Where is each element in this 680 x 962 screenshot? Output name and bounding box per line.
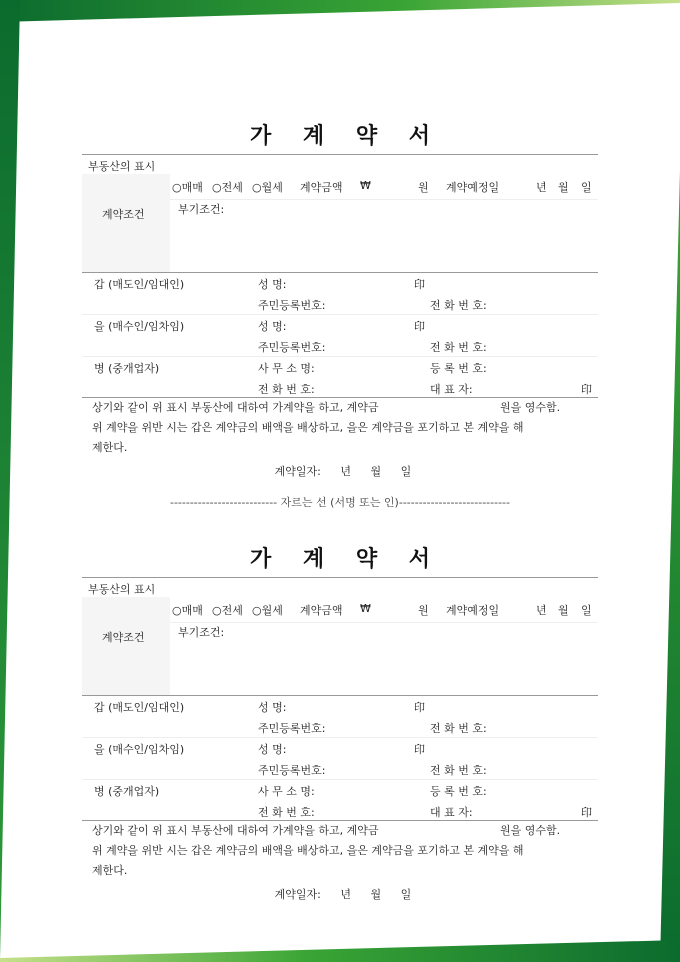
day-label: 일: [400, 888, 412, 901]
resident-id-label: 주민등록번호:: [258, 764, 326, 777]
statement-line3: 제한다.: [92, 864, 128, 877]
resident-id-label: 주민등록번호:: [258, 299, 326, 312]
parties-block: [82, 696, 598, 820]
contract-sheet-top: [82, 120, 598, 482]
party-b-id-row: [82, 336, 598, 357]
year-label: 년: [340, 888, 352, 901]
month-label: 월: [558, 604, 569, 617]
party-a-id-row: [82, 294, 598, 315]
deal-type-row: [170, 597, 598, 623]
phone-label: 전 화 번 호:: [258, 383, 315, 396]
conditions-label-cell: [82, 597, 170, 695]
registration-label: 등 록 번 호:: [430, 362, 487, 375]
property-row: [82, 155, 598, 174]
contract-date-row: [82, 462, 598, 482]
resident-id-label: 주민등록번호:: [258, 341, 326, 354]
day-label: 일: [400, 465, 412, 478]
contract-title: 가 계 약 서: [250, 547, 442, 572]
option-jeonse[interactable]: ○전세: [212, 604, 243, 617]
seal-mark: 印: [414, 278, 425, 291]
contract-date-row: [82, 885, 598, 905]
conditions-block: [82, 597, 598, 695]
party-b-name-row: [82, 738, 598, 759]
seal-mark: 印: [581, 806, 592, 819]
party-a-name-row: [82, 273, 598, 294]
parties-block: [82, 273, 598, 397]
registration-label: 등 록 번 호:: [430, 785, 487, 798]
year-label: 년: [340, 465, 352, 478]
frame-top-band: [0, 0, 680, 22]
representative-label: 대 표 자:: [430, 383, 473, 396]
contract-date-label: 계약일자:: [274, 465, 321, 478]
party-a-id-row: [82, 717, 598, 738]
party-b-label: 을 (매수인/임차임): [94, 743, 185, 756]
contract-date-label: 계약일자:: [274, 888, 321, 901]
extra-terms-label: 부기조건:: [178, 203, 225, 216]
conditions-block: [82, 174, 598, 272]
party-c-office-row: [82, 780, 598, 801]
year-label: 년: [536, 604, 547, 617]
statement-line1-b: 원을 영수함.: [500, 401, 561, 414]
cut-line: --------------------------- 자르는 선 (서명 또는 인)----------------------------: [169, 496, 510, 509]
phone-label: 전 화 번 호:: [430, 764, 487, 777]
seal-mark: 印: [581, 383, 592, 396]
extra-terms-label: 부기조건:: [178, 626, 225, 639]
day-label: 일: [581, 604, 592, 617]
office-label: 사 무 소 명:: [258, 362, 315, 375]
contract-sheet-bottom: [82, 543, 598, 905]
option-sale[interactable]: ○매매: [172, 181, 203, 194]
party-c-label: 병 (중개업자): [94, 785, 160, 798]
name-label: 성 명:: [258, 278, 287, 291]
property-label: 부동산의 표시: [88, 583, 156, 596]
party-c-phone-row: [82, 801, 598, 822]
name-label: 성 명:: [258, 743, 287, 756]
option-monthly[interactable]: ○월세: [252, 604, 283, 617]
party-a-label: 갑 (매도인/임대인): [94, 278, 185, 291]
property-row: [82, 578, 598, 597]
statement-line2: 위 계약을 위반 시는 갑은 계약금의 배액을 배상하고, 을은 계약금을 포기하고 본 계약을 해: [92, 421, 524, 434]
statement-line3: 제한다.: [92, 441, 128, 454]
party-c-phone-row: [82, 378, 598, 399]
phone-label: 전 화 번 호:: [430, 722, 487, 735]
deal-type-row: [170, 174, 598, 200]
representative-label: 대 표 자:: [430, 806, 473, 819]
statement-block: [82, 398, 598, 458]
month-label: 월: [370, 888, 382, 901]
won-label: 원: [418, 604, 429, 617]
year-label: 년: [536, 181, 547, 194]
statement-line2: 위 계약을 위반 시는 갑은 계약금의 배액을 배상하고, 을은 계약금을 포기하고 본 계약을 해: [92, 844, 524, 857]
party-a-label: 갑 (매도인/임대인): [94, 701, 185, 714]
phone-label: 전 화 번 호:: [430, 299, 487, 312]
option-sale[interactable]: ○매매: [172, 604, 203, 617]
statement-line1-a: 상기와 같이 위 표시 부동산에 대하여 가계약을 하고, 계약금: [92, 401, 379, 414]
frame-bottom-band: [0, 940, 680, 962]
party-a-name-row: [82, 696, 598, 717]
seal-mark: 印: [414, 320, 425, 333]
statement-line1-a: 상기와 같이 위 표시 부동산에 대하여 가계약을 하고, 계약금: [92, 824, 379, 837]
day-label: 일: [581, 181, 592, 194]
month-label: 월: [558, 181, 569, 194]
deposit-label: 계약금액: [300, 181, 343, 194]
frame-left-band: [0, 0, 20, 960]
seal-mark: 印: [414, 743, 425, 756]
option-monthly[interactable]: ○월세: [252, 181, 283, 194]
statement-block: [82, 821, 598, 881]
won-label: 원: [418, 181, 429, 194]
party-b-label: 을 (매수인/임차임): [94, 320, 185, 333]
month-label: 월: [370, 465, 382, 478]
option-jeonse[interactable]: ○전세: [212, 181, 243, 194]
resident-id-label: 주민등록번호:: [258, 722, 326, 735]
planned-date-label: 계약예정일: [446, 181, 500, 194]
deposit-label: 계약금액: [300, 604, 343, 617]
office-label: 사 무 소 명:: [258, 785, 315, 798]
party-c-office-row: [82, 357, 598, 378]
conditions-label-cell: [82, 174, 170, 272]
currency-symbol: ₩: [360, 602, 371, 615]
party-c-label: 병 (중개업자): [94, 362, 160, 375]
property-label: 부동산의 표시: [88, 160, 156, 173]
conditions-label: 계약조건: [102, 631, 145, 644]
party-b-id-row: [82, 759, 598, 780]
party-b-name-row: [82, 315, 598, 336]
phone-label: 전 화 번 호:: [258, 806, 315, 819]
statement-line1-b: 원을 영수함.: [500, 824, 561, 837]
conditions-label: 계약조건: [102, 208, 145, 221]
phone-label: 전 화 번 호:: [430, 341, 487, 354]
name-label: 성 명:: [258, 320, 287, 333]
seal-mark: 印: [414, 701, 425, 714]
name-label: 성 명:: [258, 701, 287, 714]
contract-title: 가 계 약 서: [250, 124, 442, 149]
planned-date-label: 계약예정일: [446, 604, 500, 617]
currency-symbol: ₩: [360, 179, 371, 192]
frame-right-band: [660, 170, 680, 962]
